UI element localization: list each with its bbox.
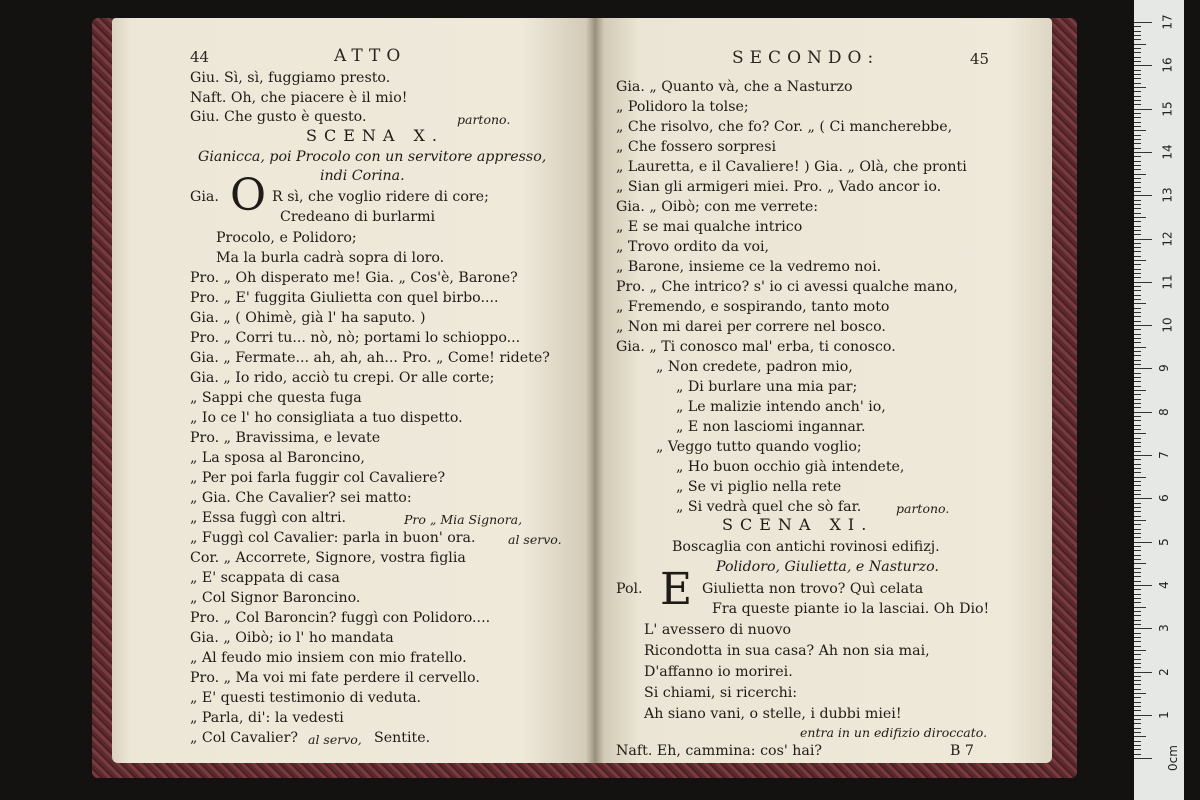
ruler-tick <box>1134 598 1141 599</box>
ruler-tick <box>1134 100 1141 101</box>
ruler-tick <box>1134 732 1141 733</box>
ruler-number: 16 <box>1160 57 1175 73</box>
scene-description: indi Corina. <box>320 168 405 184</box>
ruler-tick <box>1134 273 1141 274</box>
ruler-tick <box>1134 139 1141 140</box>
ruler-tick <box>1134 251 1141 252</box>
ruler-number: 13 <box>1160 187 1175 203</box>
ruler-tick <box>1134 65 1152 66</box>
text-line: „ Lauretta, e il Cavaliere! ) Gia. „ Olà, che pronti <box>616 159 967 175</box>
text-line: D'affanno io morirei. <box>644 664 793 680</box>
ruler-tick <box>1134 689 1141 690</box>
ruler-number: 0cm <box>1165 745 1180 772</box>
ruler-tick <box>1134 277 1141 278</box>
scene-description: Gianicca, poi Procolo con un servitore appresso, <box>198 149 547 165</box>
text-line: Credeano di burlarmi <box>280 209 436 225</box>
text-line: „ E' questi testimonio di veduta. <box>190 690 422 706</box>
ruler-tick <box>1134 394 1141 395</box>
text-line: „ Non credete, padron mio, <box>656 359 853 375</box>
ruler-tick <box>1134 542 1152 543</box>
ruler-tick <box>1134 321 1141 322</box>
ruler-tick <box>1134 165 1141 166</box>
text-line: Pro. „ Oh disperato me! Gia. „ Cos'è, Barone? <box>190 270 518 286</box>
left-page <box>112 18 594 763</box>
ruler-tick <box>1134 78 1141 79</box>
ruler-number: 17 <box>1160 14 1175 30</box>
ruler-tick <box>1134 70 1141 71</box>
ruler-tick <box>1134 316 1141 317</box>
ruler-tick <box>1134 615 1141 616</box>
ruler-tick <box>1134 481 1141 482</box>
ruler-tick <box>1134 719 1141 720</box>
text-line: Pro. „ Corri tu... nò, nò; portami lo schioppo... <box>190 330 521 346</box>
ruler-tick <box>1134 178 1141 179</box>
ruler-tick <box>1134 299 1141 300</box>
ruler-tick <box>1134 295 1141 296</box>
ruler-tick <box>1134 360 1141 361</box>
ruler-tick <box>1134 200 1141 201</box>
drop-cap: E <box>660 564 693 615</box>
ruler-tick <box>1134 113 1141 114</box>
ruler-number: 11 <box>1160 274 1175 290</box>
ruler-tick <box>1134 329 1141 330</box>
ruler-tick <box>1134 563 1146 564</box>
ruler-tick <box>1134 702 1141 703</box>
ruler-tick <box>1134 628 1152 629</box>
ruler-tick <box>1134 57 1141 58</box>
ruler-tick <box>1134 260 1146 261</box>
right-page <box>594 18 1052 763</box>
ruler-tick <box>1134 35 1141 36</box>
stage-direction: entra in un edifizio diroccato. <box>800 725 988 740</box>
ruler-tick <box>1134 758 1152 759</box>
ruler-tick <box>1134 368 1152 369</box>
ruler-tick <box>1134 641 1141 642</box>
ruler-tick <box>1134 126 1141 127</box>
ruler-tick <box>1134 646 1141 647</box>
ruler-tick <box>1134 381 1141 382</box>
ruler-tick <box>1134 117 1141 118</box>
ruler-tick <box>1134 22 1152 23</box>
ruler-tick <box>1134 269 1141 270</box>
ruler-tick <box>1134 624 1141 625</box>
ruler-tick <box>1134 31 1141 32</box>
ruler-tick <box>1134 407 1141 408</box>
speaker-label: Gia. <box>190 189 219 205</box>
text-line: Procolo, e Polidoro; <box>216 230 357 246</box>
ruler-tick <box>1134 308 1141 309</box>
text-line: „ E' scappata di casa <box>190 570 340 586</box>
ruler-tick <box>1134 511 1141 512</box>
ruler-tick <box>1134 494 1141 495</box>
ruler-tick <box>1134 187 1141 188</box>
ruler-tick <box>1134 156 1141 157</box>
text-line: Ma la burla cadrà sopra di loro. <box>216 250 445 266</box>
stage-direction: Pro „ Mia Signora, <box>404 512 523 527</box>
ruler-tick <box>1134 347 1146 348</box>
ruler-tick <box>1134 386 1141 387</box>
ruler-tick <box>1134 749 1141 750</box>
ruler-number: 14 <box>1160 144 1175 160</box>
ruler-tick <box>1134 607 1146 608</box>
measuring-ruler <box>1134 0 1184 800</box>
text-line: Cor. „ Accorrete, Signore, vostra figlia <box>190 550 466 566</box>
ruler-tick <box>1134 312 1141 313</box>
ruler-tick <box>1134 490 1141 491</box>
ruler-tick <box>1134 152 1152 153</box>
ruler-number: 1 <box>1156 710 1171 719</box>
ruler-tick <box>1134 234 1141 235</box>
ruler-tick <box>1134 589 1141 590</box>
signature-mark: B 7 <box>950 743 974 759</box>
ruler-tick <box>1134 377 1141 378</box>
ruler-tick <box>1134 182 1141 183</box>
ruler-tick <box>1134 537 1141 538</box>
text-line: Giu. Sì, sì, fuggiamo presto. <box>190 70 391 86</box>
text-line: Fra queste piante io la lasciai. Oh Dio! <box>712 601 990 617</box>
ruler-tick <box>1134 451 1141 452</box>
ruler-number: 5 <box>1156 537 1171 546</box>
ruler-tick <box>1134 239 1152 240</box>
ruler-tick <box>1134 44 1146 45</box>
text-line: Pro. „ E' fuggita Giulietta con quel birbo.... <box>190 290 499 306</box>
ruler-tick <box>1134 96 1141 97</box>
text-line: „ Trovo ordito da voi, <box>616 239 770 255</box>
ruler-tick <box>1134 412 1152 413</box>
page-number: 45 <box>970 50 990 68</box>
ruler-tick <box>1134 663 1141 664</box>
text-line: Giu. Che gusto è questo. <box>190 109 367 125</box>
text-line: Gia. „ Ti conosco mal' erba, ti conosco. <box>616 339 896 355</box>
ruler-tick <box>1134 672 1152 673</box>
ruler-tick <box>1134 169 1141 170</box>
page-number: 44 <box>190 48 210 66</box>
ruler-tick <box>1134 399 1141 400</box>
ruler-tick <box>1134 559 1141 560</box>
ruler-tick <box>1134 533 1141 534</box>
ruler-tick <box>1134 659 1141 660</box>
text-line: „ Col Signor Baroncino. <box>190 590 361 606</box>
speaker-label: Pol. <box>616 581 643 597</box>
text-line: „ Veggo tutto quando voglio; <box>656 439 862 455</box>
ruler-tick <box>1134 546 1141 547</box>
ruler-tick <box>1134 290 1141 291</box>
text-line: „ Se vi piglio nella rete <box>676 479 842 495</box>
text-line: „ La sposa al Baroncino, <box>190 450 365 466</box>
ruler-tick <box>1134 122 1141 123</box>
ruler-tick <box>1134 256 1141 257</box>
text-line: Si chiami, si ricerchi: <box>644 685 798 701</box>
ruler-tick <box>1134 420 1141 421</box>
open-book <box>112 18 1052 763</box>
text-line: „ Polidoro la tolse; <box>616 99 749 115</box>
ruler-tick <box>1134 303 1146 304</box>
ruler-tick <box>1134 174 1146 175</box>
scene-description: Polidoro, Giulietta, e Nasturzo. <box>716 559 939 575</box>
running-head: ATTO <box>334 46 407 66</box>
ruler-tick <box>1134 650 1146 651</box>
ruler-tick <box>1134 438 1141 439</box>
ruler-tick <box>1134 710 1141 711</box>
ruler-tick <box>1134 52 1141 53</box>
text-line: „ Ho buon occhio già intendete, <box>676 459 905 475</box>
ruler-tick <box>1134 264 1141 265</box>
text-line: „ Che risolvo, che fo? Cor. „ ( Ci mancherebbe, <box>616 119 953 135</box>
text-line: „ E non lasciomi ingannar. <box>676 419 866 435</box>
text-line: „ Col Cavalier? <box>190 730 298 746</box>
ruler-tick <box>1134 576 1141 577</box>
ruler-tick <box>1134 433 1146 434</box>
ruler-tick <box>1134 208 1141 209</box>
ruler-tick <box>1134 104 1141 105</box>
ruler-number: 12 <box>1160 230 1175 247</box>
ruler-tick <box>1134 373 1141 374</box>
ruler-tick <box>1134 403 1141 404</box>
ruler-tick <box>1134 529 1141 530</box>
stage-direction: al servo. <box>508 532 562 547</box>
text-line: „ Di burlare una mia par; <box>676 379 858 395</box>
ruler-number: 9 <box>1156 364 1171 373</box>
ruler-tick <box>1134 91 1141 92</box>
ruler-number: 8 <box>1156 407 1171 416</box>
ruler-tick <box>1134 83 1141 84</box>
ruler-tick <box>1134 620 1141 621</box>
ruler-tick <box>1134 581 1141 582</box>
ruler-tick <box>1134 243 1141 244</box>
text-line: Pro. „ Bravissima, e levate <box>190 430 381 446</box>
text-line: Gia. „ Fermate... ah, ah, ah... Pro. „ Come! ridete? <box>190 350 550 366</box>
ruler-tick <box>1134 524 1141 525</box>
text-line: „ Fuggì col Cavalier: parla in buon' ora. <box>190 530 476 546</box>
text-line: Gia. „ Oibò; io l' ho mandata <box>190 630 394 646</box>
ruler-tick <box>1134 455 1152 456</box>
text-line: „ Sian gli armigeri miei. Pro. „ Vado ancor io. <box>616 179 942 195</box>
ruler-tick <box>1134 282 1152 283</box>
ruler-tick <box>1134 637 1141 638</box>
ruler-tick <box>1134 464 1141 465</box>
ruler-tick <box>1134 477 1146 478</box>
ruler-number: 2 <box>1156 667 1171 676</box>
ruler-tick <box>1134 472 1141 473</box>
ruler-tick <box>1134 161 1141 162</box>
ruler-tick <box>1134 693 1146 694</box>
ruler-tick <box>1134 667 1141 668</box>
ruler-tick <box>1134 217 1146 218</box>
text-line: Naft. Eh, cammina: cos' hai? <box>616 743 823 759</box>
stage-direction: partono. <box>457 112 511 127</box>
text-line: Pro. „ Che intrico? s' io ci avessi qualche mano, <box>616 279 958 295</box>
ruler-tick <box>1134 516 1141 517</box>
ruler-tick <box>1134 355 1141 356</box>
ruler-tick <box>1134 213 1141 214</box>
ruler-tick <box>1134 135 1141 136</box>
ruler-tick <box>1134 520 1146 521</box>
ruler-tick <box>1134 736 1146 737</box>
ruler-tick <box>1134 706 1141 707</box>
text-line: „ Sappi che questa fuga <box>190 390 362 406</box>
text-line: „ Gia. Che Cavalier? sei matto: <box>190 490 412 506</box>
scene-description: Boscaglia con antichi rovinosi edifizj. <box>672 539 940 555</box>
ruler-tick <box>1134 442 1141 443</box>
ruler-tick <box>1134 723 1141 724</box>
ruler-tick <box>1134 503 1141 504</box>
text-line: Pro. „ Ma voi mi fate perdere il cervello. <box>190 670 480 686</box>
text-line: Giulietta non trovo? Quì celata <box>702 581 924 597</box>
ruler-number: 15 <box>1160 100 1175 117</box>
ruler-number: 4 <box>1156 581 1171 589</box>
text-line: Sentite. <box>374 730 431 746</box>
ruler-tick <box>1134 754 1141 755</box>
text-line: „ Essa fuggì con altri. <box>190 510 347 526</box>
ruler-tick <box>1134 728 1141 729</box>
text-line: Ricondotta in sua casa? Ah non sia mai, <box>644 643 930 659</box>
text-line: „ Che fossero sorpresi <box>616 139 777 155</box>
ruler-tick <box>1134 364 1141 365</box>
ruler-tick <box>1134 247 1141 248</box>
ruler-tick <box>1134 416 1141 417</box>
ruler-tick <box>1134 468 1141 469</box>
text-line: R sì, che voglio ridere di core; <box>272 189 489 205</box>
ruler-tick <box>1134 715 1152 716</box>
ruler-tick <box>1134 446 1141 447</box>
ruler-tick <box>1134 390 1146 391</box>
ruler-tick <box>1134 87 1146 88</box>
ruler-tick <box>1134 226 1141 227</box>
ruler-tick <box>1134 286 1141 287</box>
text-line: „ Fremendo, e sospirando, tanto moto <box>616 299 890 315</box>
ruler-tick <box>1134 48 1141 49</box>
ruler-tick <box>1134 745 1141 746</box>
ruler-tick <box>1134 684 1141 685</box>
text-line: Naft. Oh, che piacere è il mio! <box>190 90 408 106</box>
text-line: „ E se mai qualche intrico <box>616 219 803 235</box>
text-line: „ Non mi darei per correre nel bosco. <box>616 319 886 335</box>
text-line: Gia. „ Io rido, acciò tu crepi. Or alle corte; <box>190 370 495 386</box>
text-line: „ Io ce l' ho consigliata a tuo dispetto. <box>190 410 463 426</box>
ruler-tick <box>1134 425 1141 426</box>
text-line: „ Barone, insieme ce la vedremo noi. <box>616 259 882 275</box>
ruler-number: 3 <box>1156 624 1171 633</box>
ruler-tick <box>1134 338 1141 339</box>
stage-direction: al servo, <box>308 732 362 747</box>
ruler-tick <box>1134 697 1141 698</box>
ruler-tick <box>1134 633 1141 634</box>
ruler-tick <box>1134 602 1141 603</box>
ruler-number: 10 <box>1160 317 1175 333</box>
ruler-tick <box>1134 61 1141 62</box>
ruler-tick <box>1134 204 1141 205</box>
ruler-tick <box>1134 109 1152 110</box>
text-line: „ Per poi farla fuggir col Cavaliere? <box>190 470 446 486</box>
ruler-tick <box>1134 459 1141 460</box>
ruler-tick <box>1134 585 1152 586</box>
drop-cap: O <box>230 170 267 221</box>
ruler-tick <box>1134 741 1141 742</box>
ruler-tick <box>1134 342 1141 343</box>
ruler-tick <box>1134 568 1141 569</box>
ruler-tick <box>1134 594 1141 595</box>
ruler-tick <box>1134 572 1141 573</box>
text-line: „ Al feudo mio insiem con mio fratello. <box>190 650 467 666</box>
ruler-tick <box>1134 221 1141 222</box>
scene-heading: SCENA XI. <box>722 515 874 534</box>
stage-direction: partono. <box>896 501 950 516</box>
text-line: Gia. „ Quanto và, che a Nasturzo <box>616 79 853 95</box>
ruler-tick <box>1134 555 1141 556</box>
ruler-tick <box>1134 26 1141 27</box>
ruler-tick <box>1134 654 1141 655</box>
ruler-tick <box>1134 74 1141 75</box>
ruler-tick <box>1134 143 1141 144</box>
scene-heading: SCENA X. <box>306 126 444 145</box>
ruler-tick <box>1134 130 1146 131</box>
ruler-tick <box>1134 485 1141 486</box>
text-line: Ah siano vani, o stelle, i dubbi miei! <box>644 706 902 722</box>
ruler-number: 7 <box>1156 451 1171 459</box>
text-line: L' avessero di nuovo <box>644 622 791 638</box>
book-gutter <box>586 18 604 763</box>
text-line: „ Parla, di': la vedesti <box>190 710 344 726</box>
ruler-tick <box>1134 195 1152 196</box>
ruler-tick <box>1134 191 1141 192</box>
text-line: Pro. „ Col Baroncin? fuggì con Polidoro.... <box>190 610 491 626</box>
ruler-tick <box>1134 429 1141 430</box>
ruler-tick <box>1134 550 1141 551</box>
ruler-tick <box>1134 230 1141 231</box>
text-line: Gia. „ ( Ohimè, già l' ha saputo. ) <box>190 310 426 326</box>
ruler-tick <box>1134 334 1141 335</box>
text-line: Gia. „ Oibò; con me verrete: <box>616 199 819 215</box>
ruler-tick <box>1134 680 1141 681</box>
text-line: „ Le malizie intendo anch' io, <box>676 399 886 415</box>
ruler-tick <box>1134 39 1141 40</box>
ruler-tick <box>1134 498 1152 499</box>
ruler-tick <box>1134 325 1152 326</box>
ruler-number: 6 <box>1156 494 1171 503</box>
ruler-tick <box>1134 676 1141 677</box>
ruler-tick <box>1134 611 1141 612</box>
ruler-tick <box>1134 148 1141 149</box>
running-head: SECONDO: <box>732 48 880 68</box>
text-line: „ Si vedrà quel che sò far. <box>676 499 862 515</box>
ruler-tick <box>1134 507 1141 508</box>
ruler-tick <box>1134 351 1141 352</box>
